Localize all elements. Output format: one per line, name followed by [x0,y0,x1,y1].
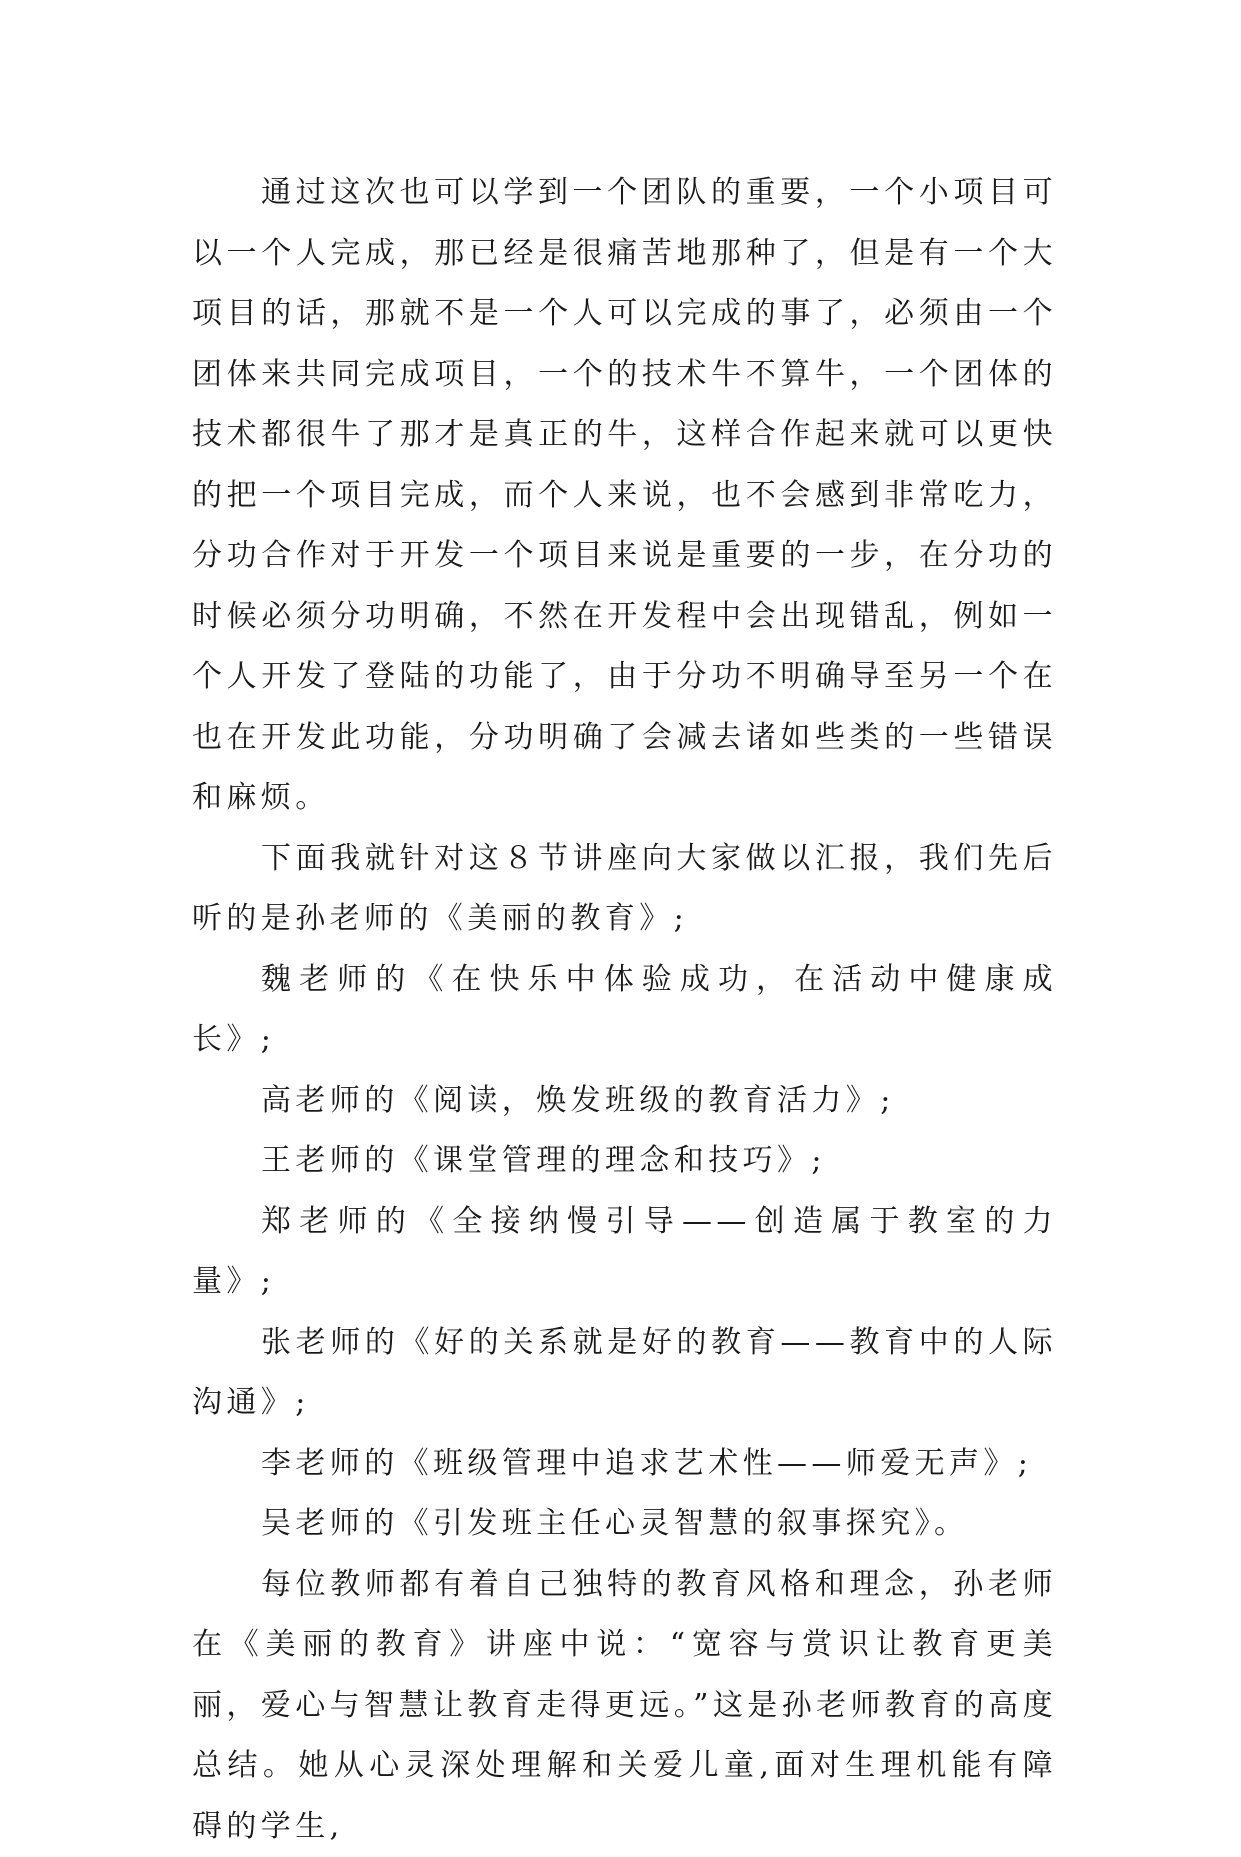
document-body [192,163,1057,1857]
lecture-item-wang: 王老师的《课堂管理的理念和技巧》; [192,1131,1057,1192]
paragraph-teaching-styles: 每位教师都有着自己独特的教育风格和理念，孙老师在《美丽的教育》讲座中说：“宽容与赏识让教育更美丽，爱心与智慧让教育走得更远。”这是孙老师教育的高度总结。她从心灵深处理解和关爱儿童,面对生理机能有障碍的学生, [192,1555,1057,1857]
lecture-item-gao: 高老师的《阅读，焕发班级的教育活力》; [192,1071,1057,1132]
paragraph-lecture-intro: 下面我就针对这８节讲座向大家做以汇报，我们先后听的是孙老师的《美丽的教育》; [192,829,1057,950]
lecture-item-wei: 魏老师的《在快乐中体验成功，在活动中健康成长》; [192,950,1057,1071]
lecture-item-zhang: 张老师的《好的关系就是好的教育——教育中的人际沟通》; [192,1313,1057,1434]
paragraph-team-importance: 通过这次也可以学到一个团队的重要，一个小项目可以一个人完成，那已经是很痛苦地那种了，但是有一个大项目的话，那就不是一个人可以完成的事了，必须由一个团体来共同完成项目，一个的技术牛不算牛，一个团体的技术都很牛了那才是真正的牛，这样合作起来就可以更快的把一个项目完成，而个人来说，也不会感到非常吃力，分功合作对于开发一个项目来说是重要的一步，在分功的时候必须分功明确，不然在开发程中会出现错乱，例如一个人开发了登陆的功能了，由于分功不明确导至另一个在也在开发此功能，分功明确了会减去诸如些类的一些错误和麻烦。 [192,163,1057,829]
lecture-item-li: 李老师的《班级管理中追求艺术性——师爱无声》; [192,1434,1057,1495]
lecture-item-wu: 吴老师的《引发班主任心灵智慧的叙事探究》。 [192,1494,1057,1555]
lecture-item-zheng: 郑老师的《全接纳慢引导——创造属于教室的力量》; [192,1192,1057,1313]
